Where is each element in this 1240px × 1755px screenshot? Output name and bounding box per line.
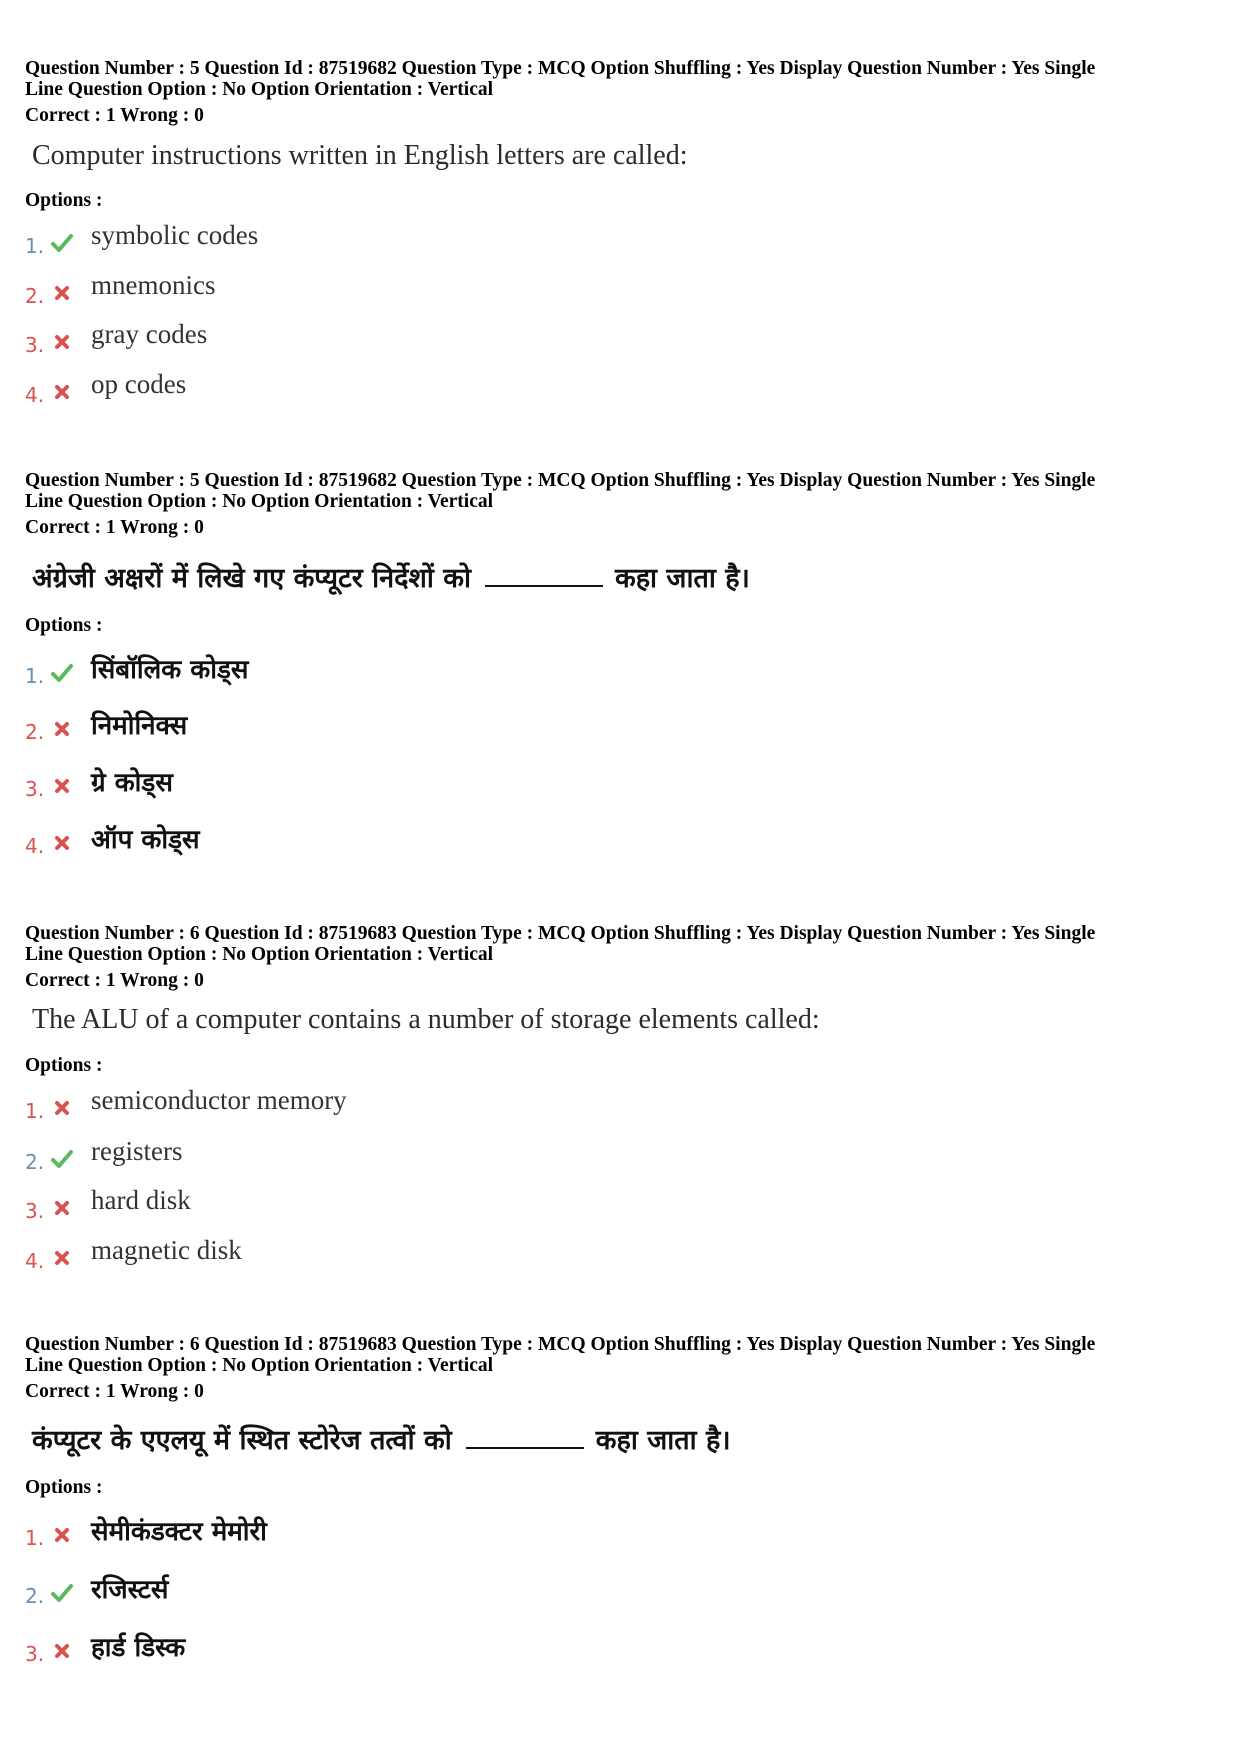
question-text-before-blank: कंप्यूटर के एएलयू में स्थित स्टोरेज तत्वों को (32, 1425, 452, 1456)
option-text: हार्ड डिस्क (91, 1633, 186, 1663)
option-text: hard disk (91, 1185, 191, 1215)
answer-blank (466, 1446, 584, 1449)
check-icon (51, 662, 73, 684)
option-number: 4. (25, 834, 45, 858)
cross-icon (51, 282, 73, 304)
question-meta-line-2: Line Question Option : No Option Orientation : Vertical (25, 1355, 494, 1376)
question-meta-line-1: Question Number : 6 Question Id : 87519683 Question Type : MCQ Option Shuffling : Yes Display Question Number : Yes Single (25, 1334, 1096, 1355)
option-text: सिंबॉलिक कोड्स (91, 655, 249, 685)
question-meta-line-2: Line Question Option : No Option Orientation : Vertical (25, 491, 494, 512)
option-text: सेमीकंडक्टर मेमोरी (91, 1517, 267, 1547)
option-number: 1. (25, 234, 45, 258)
question-text-after-blank: कहा जाता है। (614, 563, 750, 594)
option-text: semiconductor memory (91, 1085, 347, 1115)
question-meta-line-1: Question Number : 6 Question Id : 87519683 Question Type : MCQ Option Shuffling : Yes Display Question Number : Yes Single (25, 923, 1096, 944)
options-label: Options : (25, 615, 103, 636)
option-number: 1. (25, 664, 45, 688)
cross-icon (51, 832, 73, 854)
cross-icon (51, 1097, 73, 1119)
option-text: निमोनिक्स (91, 711, 188, 741)
question-block (25, 58, 1220, 407)
option-text: op codes (91, 369, 187, 399)
option-number: 2. (25, 1150, 45, 1174)
option-number: 1. (25, 1526, 45, 1550)
option-text: ग्रे कोड्स (91, 768, 173, 798)
option-number: 1. (25, 1099, 45, 1123)
question-text-before-blank: अंग्रेजी अक्षरों में लिखे गए कंप्यूटर निर्देशों को (32, 563, 471, 594)
cross-icon (51, 718, 73, 740)
question-meta-line-2: Line Question Option : No Option Orientation : Vertical (25, 79, 494, 100)
cross-icon (51, 331, 73, 353)
cross-icon (51, 1640, 73, 1662)
question-block (25, 923, 1220, 1273)
cross-icon (51, 381, 73, 403)
option-number: 2. (25, 1584, 45, 1608)
option-number: 4. (25, 1249, 45, 1273)
question-meta-line-1: Question Number : 5 Question Id : 87519682 Question Type : MCQ Option Shuffling : Yes Display Question Number : Yes Single (25, 58, 1096, 79)
option-number: 3. (25, 777, 45, 801)
answer-blank (485, 584, 603, 587)
option-text: mnemonics (91, 270, 216, 300)
question-meta-line-1: Question Number : 5 Question Id : 87519682 Question Type : MCQ Option Shuffling : Yes Display Question Number : Yes Single (25, 470, 1096, 491)
check-icon (51, 1148, 73, 1170)
option-number: 2. (25, 284, 45, 308)
question-block (25, 1334, 1220, 1666)
score-line: Correct : 1 Wrong : 0 (25, 517, 204, 538)
option-number: 4. (25, 383, 45, 407)
score-line: Correct : 1 Wrong : 0 (25, 970, 204, 991)
cross-icon (51, 1247, 73, 1269)
score-line: Correct : 1 Wrong : 0 (25, 105, 204, 126)
cross-icon (51, 1524, 73, 1546)
option-number: 2. (25, 720, 45, 744)
question-text-after-blank: कहा जाता है। (595, 1425, 731, 1456)
option-text: registers (91, 1136, 183, 1166)
option-text: magnetic disk (91, 1235, 242, 1265)
check-icon (51, 232, 73, 254)
cross-icon (51, 1197, 73, 1219)
question-text: Computer instructions written in English letters are called: (32, 140, 688, 171)
question-text (32, 558, 750, 595)
option-number: 3. (25, 1199, 45, 1223)
cross-icon (51, 775, 73, 797)
question-meta-line-2: Line Question Option : No Option Orientation : Vertical (25, 944, 494, 965)
option-text: symbolic codes (91, 220, 259, 250)
question-block (25, 470, 1220, 858)
option-text: gray codes (91, 319, 208, 349)
options-label: Options : (25, 1477, 103, 1498)
options-label: Options : (25, 1055, 103, 1076)
check-icon (51, 1582, 73, 1604)
question-text (32, 1420, 731, 1457)
option-number: 3. (25, 1642, 45, 1666)
option-text: ऑप कोड्स (91, 825, 200, 855)
option-number: 3. (25, 333, 45, 357)
score-line: Correct : 1 Wrong : 0 (25, 1381, 204, 1402)
options-label: Options : (25, 190, 103, 211)
option-text: रजिस्टर्स (91, 1575, 169, 1605)
question-text: The ALU of a computer contains a number of storage elements called: (32, 1004, 820, 1035)
